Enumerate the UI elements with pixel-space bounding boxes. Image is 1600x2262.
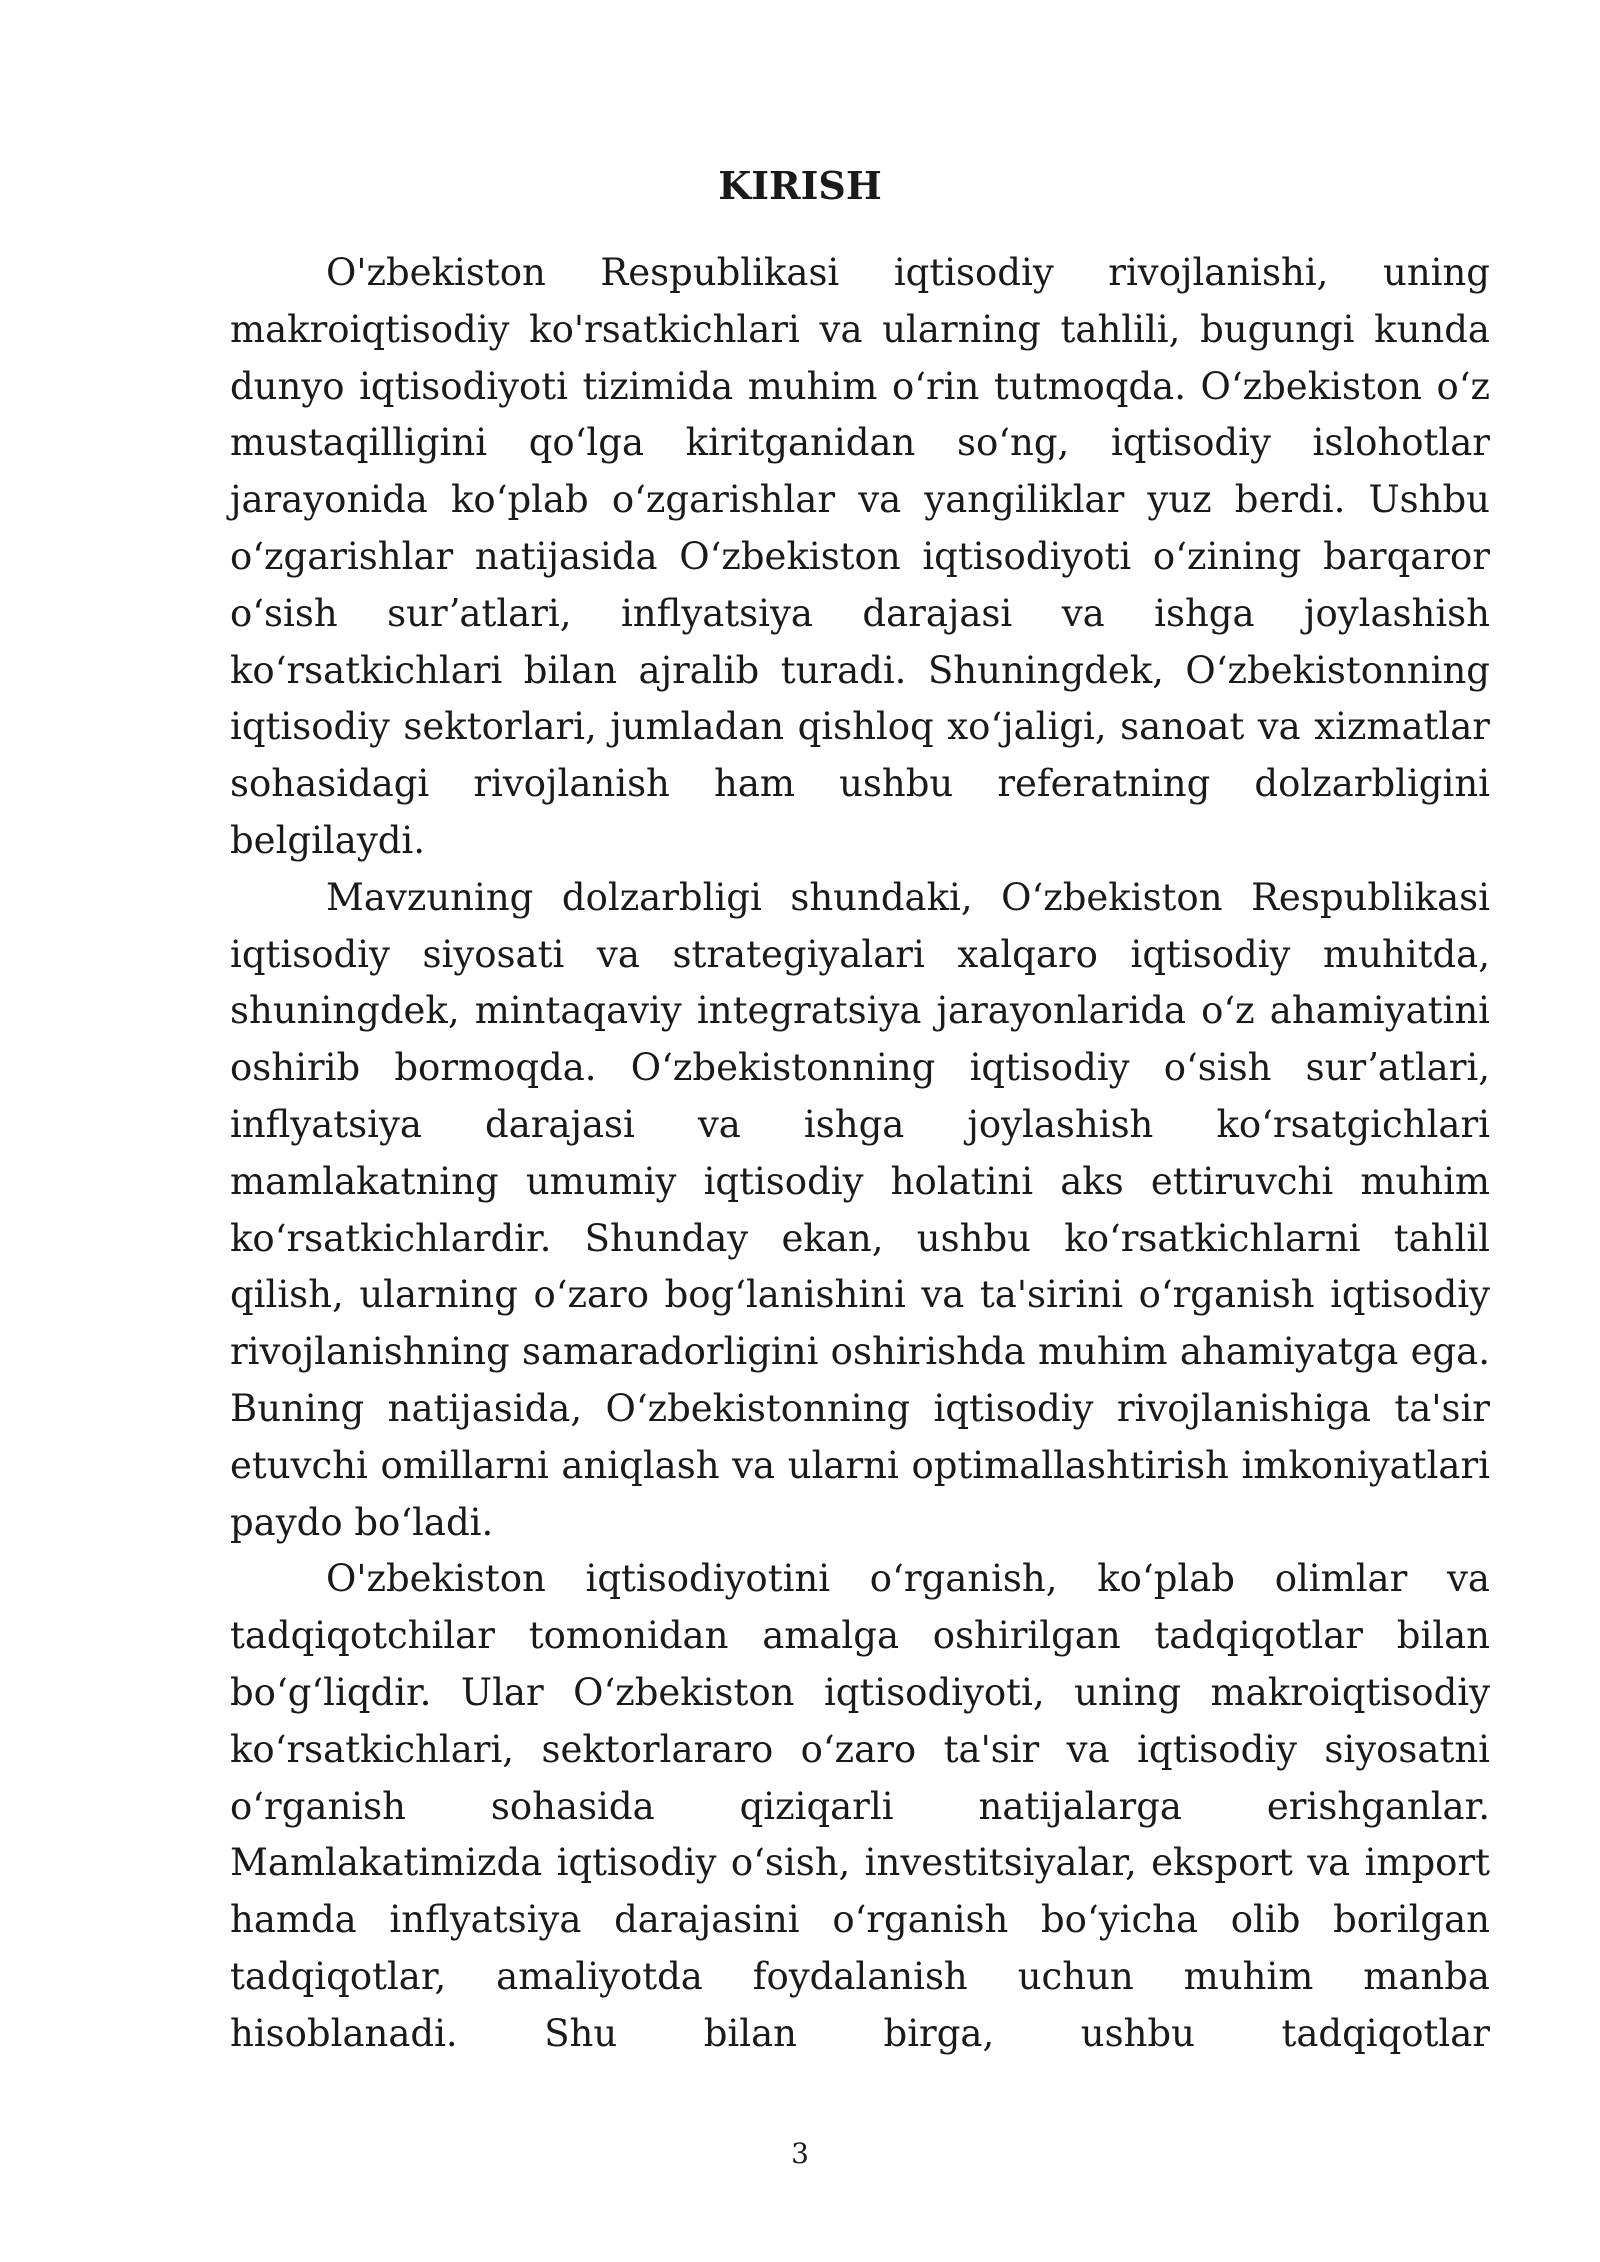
paragraph-1: O'zbekiston Respublikasi iqtisodiy rivojlanishi, uning makroiqtisodiy ko'rsatkichlari va ularning tahlili, bugungi kunda dunyo iqtisodiyoti tizimida muhim oʻrin tutmoqda. Oʻzbekiston oʻz mustaqilligini qoʻlga kiritganidan soʻng, iqtisodiy islohotlar jarayonida koʻplab oʻzgarishlar va yangiliklar yuz berdi. Ushbu oʻzgarishlar natijasida Oʻzbekiston iqtisodiyoti oʻzining barqaror oʻsish surʼatlari, inflyatsiya darajasi va ishga joylashish koʻrsatkichlari bilan ajralib turadi. Shuningdek, Oʻzbekistonning iqtisodiy sektorlari, jumladan qishloq xoʻjaligi, sanoat va xizmatlar sohasidagi rivojlanish ham ushbu referatning dolzarbligini belgilaydi. (230, 251, 1490, 862)
page-number: 3 (791, 2137, 809, 2170)
paragraph-2: Mavzuning dolzarbligi shundaki, Oʻzbekiston Respublikasi iqtisodiy siyosati va strategiyalari xalqaro iqtisodiy muhitda, shuningdek, mintaqaviy integratsiya jarayonlarida oʻz ahamiyatini oshirib bormoqda. Oʻzbekistonning iqtisodiy oʻsish surʼatlari, inflyatsiya darajasi va ishga joylashish koʻrsatgichlari mamlakatning umumiy iqtisodiy holatini aks ettiruvchi muhim koʻrsatkichlardir. Shunday ekan, ushbu koʻrsatkichlarni tahlil qilish, ularning oʻzaro bogʻlanishini va ta'sirini oʻrganish iqtisodiy rivojlanishning samaradorligini oshirishda muhim ahamiyatga ega. Buning natijasida, Oʻzbekistonning iqtisodiy rivojlanishiga ta'sir etuvchi omillarni aniqlash va ularni optimallashtirish imkoniyatlari paydo boʻladi. (230, 875, 1490, 1544)
page-title: KIRISH (718, 163, 882, 208)
paragraph-3: O'zbekiston iqtisodiyotini oʻrganish, koʻplab olimlar va tadqiqotchilar tomonidan amalga oshirilgan tadqiqotlar bilan boʻgʻliqdir. Ular Oʻzbekiston iqtisodiyoti, uning makroiqtisodiy koʻrsatkichlari, sektorlararo oʻzaro ta'sir va iqtisodiy siyosatni oʻrganish sohasida qiziqarli natijalarga erishganlar. Mamlakatimizda iqtisodiy oʻsish, investitsiyalar, eksport va import hamda inflyatsiya darajasini oʻrganish boʻyicha olib borilgan tadqiqotlar, amaliyotda foydalanish uchun muhim manba hisoblanadi. Shu bilan birga, ushbu tadqiqotlar (230, 1557, 1490, 2055)
body-text (230, 245, 1490, 2063)
